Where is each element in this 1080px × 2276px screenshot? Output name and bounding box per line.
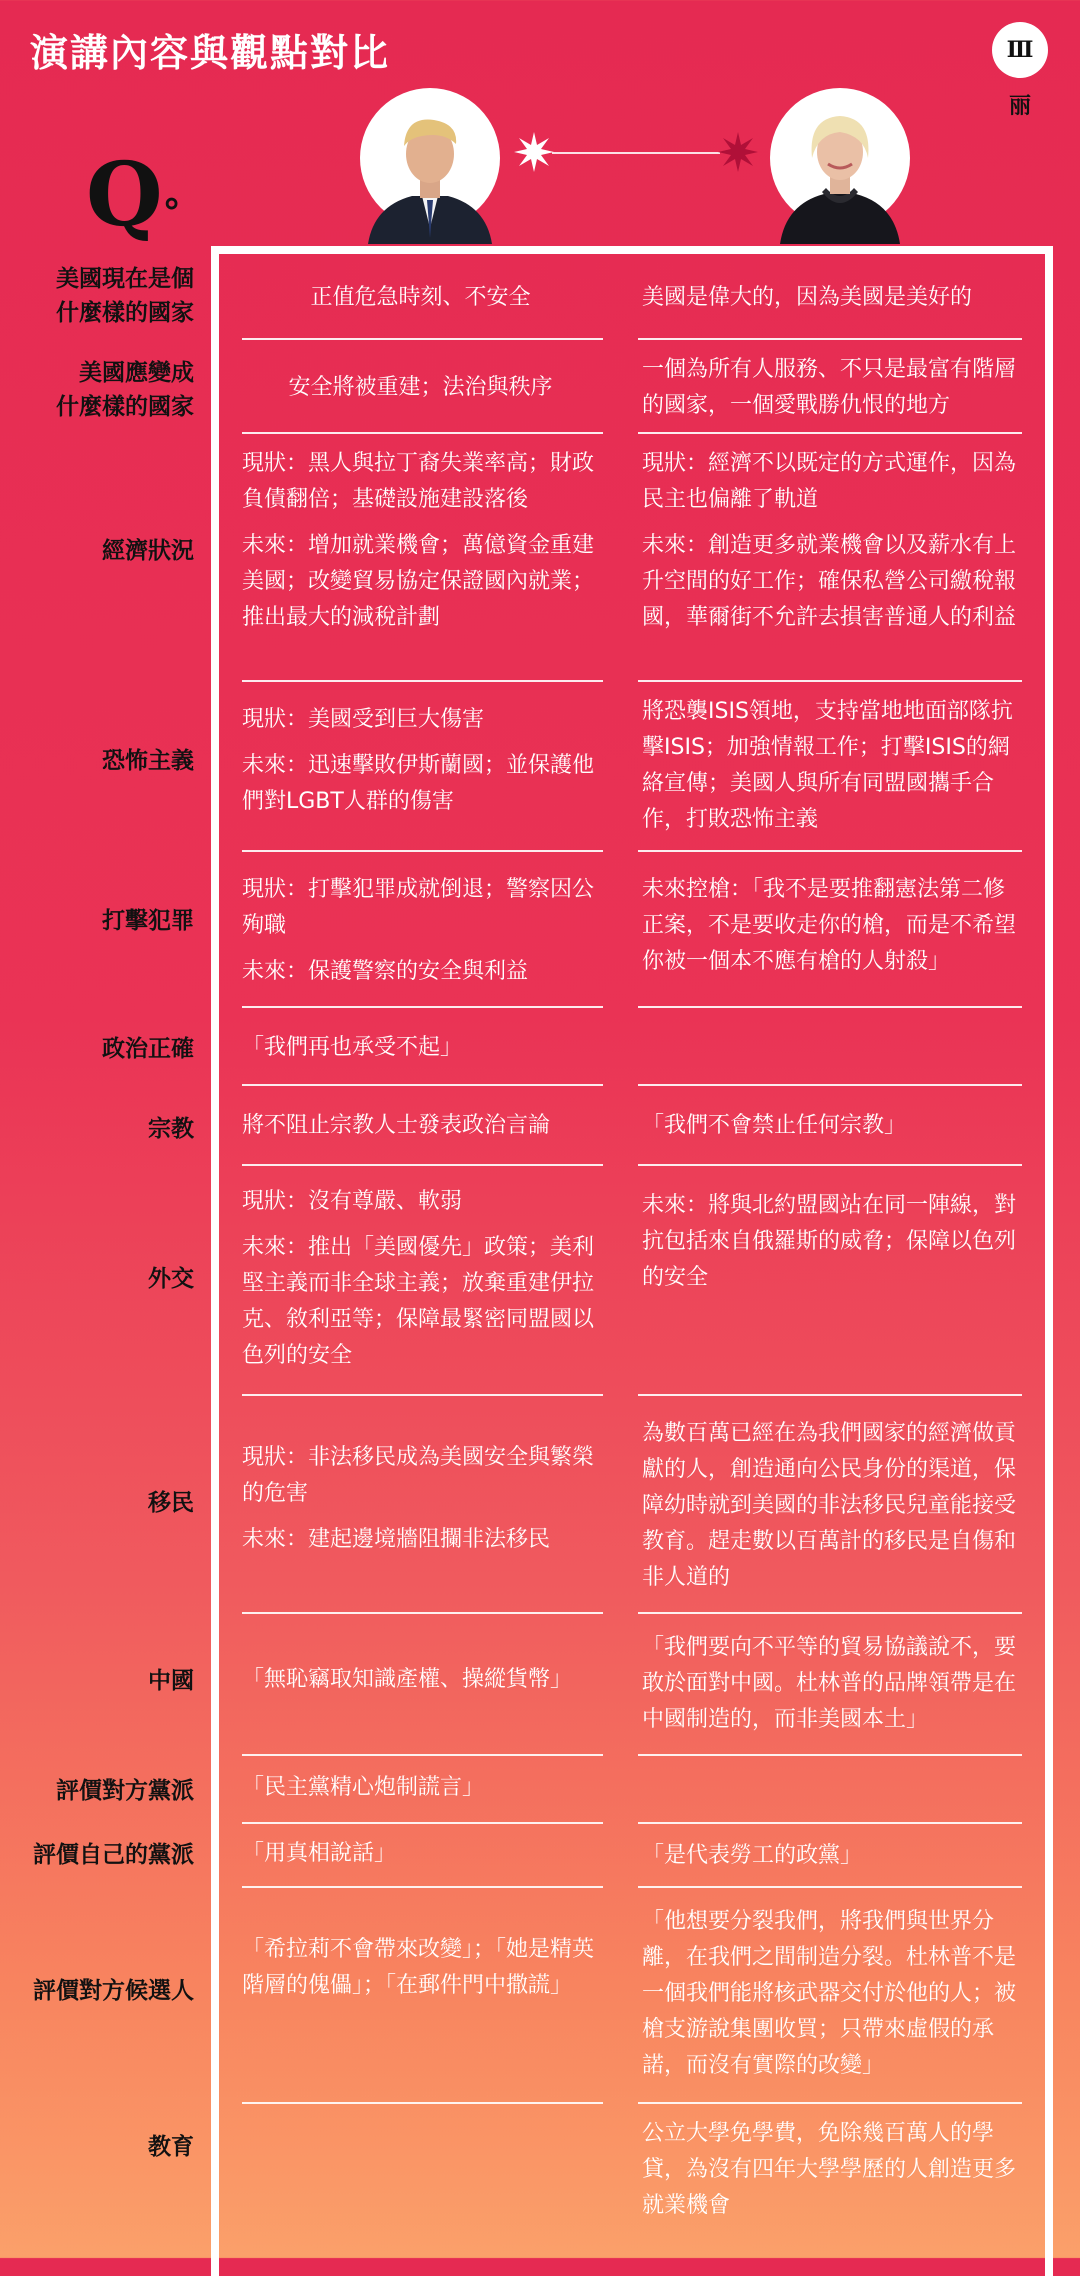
left-cell: 將不阻止宗教人士發表政治言論: [242, 1113, 551, 1138]
row-divider: [638, 338, 1022, 340]
left-cell: 「用真相說話」: [242, 1841, 397, 1866]
row-divider: [242, 850, 603, 852]
right-cell: 「是代表勞工的政黨」: [642, 1843, 863, 1868]
right-cell: 未來：將與北約盟國站在同一陣線，對抗包括來自俄羅斯的威脅；保障以色列的安全: [642, 1193, 1017, 1290]
left-cell: 「民主黨精心炮制謊言」: [242, 1775, 485, 1800]
row-label: 恐怖主義: [102, 748, 194, 774]
row-label: 評價對方候選人: [33, 1978, 194, 2004]
star-burst-icon: [514, 132, 554, 172]
left-cell: 「希拉莉不會帶來改變」；「她是精英階層的傀儡」；「在郵件門中撒謊」: [242, 1937, 595, 1998]
row-divider: [638, 1754, 1022, 1756]
right-cell: 「他想要分裂我們，將我們與世界分離，在我們之間制造分裂。杜林普不是一個我們能將核武器交付於他的人；被槍支游說集團收買；只帶來虛假的承諾，而沒有實際的改變」: [642, 1909, 1017, 2078]
row-divider: [242, 1754, 603, 1756]
left-cell: 現狀：美國受到巨大傷害 未來：迅速擊敗伊斯蘭國；並保護他們對LGBT人群的傷害: [242, 707, 595, 814]
left-cell: 安全將被重建；法治與秩序: [288, 375, 553, 400]
right-cell: 未來控槍：「我不是要推翻憲法第二修正案，不是要收走你的槍，而是不希望你被一個本不應有槍的人射殺」: [642, 877, 1017, 974]
row-label: 經濟狀況: [102, 538, 194, 564]
row-divider: [638, 850, 1022, 852]
row-divider: [638, 432, 1022, 434]
row-divider: [638, 1006, 1022, 1008]
row-label: 宗教: [148, 1116, 194, 1142]
row-label: 教育: [148, 2134, 194, 2160]
row-divider: [638, 1886, 1022, 1888]
row-divider: [242, 338, 603, 340]
connector-line: [552, 152, 720, 154]
question-mark-icon: Q°: [86, 142, 181, 246]
row-divider: [242, 1612, 603, 1614]
row-label: 中國: [148, 1668, 194, 1694]
row-divider: [638, 680, 1022, 682]
left-cell: 現狀：打擊犯罪成就倒退；警察因公殉職 未來：保護警察的安全與利益: [242, 877, 595, 984]
candidate-left-avatar: [360, 88, 500, 244]
right-cell: 公立大學免學費，免除幾百萬人的學貸，為沒有四年大學學歷的人創造更多就業機會: [642, 2121, 1017, 2218]
left-cell: 現狀：非法移民成為美國安全與繁榮的危害 未來：建起邊境牆阻攔非法移民: [242, 1445, 595, 1552]
row-divider: [638, 1084, 1022, 1086]
row-divider: [638, 1822, 1022, 1824]
row-divider: [242, 1394, 603, 1396]
row-label: 移民: [148, 1490, 194, 1516]
row-divider: [638, 1394, 1022, 1396]
right-cell: 「我們要向不平等的貿易協議說不，要敢於面對中國。杜林普的品牌領帶是在中國制造的，而非美國本土」: [642, 1635, 1017, 1732]
row-label: 評價對方黨派: [56, 1778, 194, 1804]
q-letter: Q: [86, 142, 163, 246]
row-divider: [638, 1164, 1022, 1166]
right-cell: 「我們不會禁止任何宗教」: [642, 1113, 907, 1138]
right-cell: 將恐襲ISIS領地，支持當地地面部隊抗擊ISIS；加強情報工作；打擊ISIS的網絡宣傳；美國人與所有同盟國攜手合作，打敗恐怖主義: [642, 699, 1013, 832]
right-cell: 一個為所有人服務、不只是最富有階層的國家，一個愛戰勝仇恨的地方: [642, 357, 1017, 418]
star-burst-icon: [718, 132, 758, 172]
row-divider: [242, 1822, 603, 1824]
left-cell: 現狀：黑人與拉丁裔失業率高；財政負債翻倍；基礎設施建設落後 未來：增加就業機會；萬億資金重建美國；改變貿易協定保證國內就業；推出最大的減稅計劃: [242, 451, 595, 630]
row-label: 美國應變成 什麼樣的國家: [56, 360, 194, 420]
row-divider: [242, 1084, 603, 1086]
publisher-logo: Ⅲ 丽: [992, 22, 1048, 78]
row-label: 打擊犯罪: [102, 908, 194, 934]
right-cell: 現狀：經濟不以既定的方式運作，因為民主也偏離了軌道 未來：創造更多就業機會以及薪水有上升空間的好工作；確保私營公司繳稅報國，華爾街不允許去損害普通人的利益: [642, 451, 1017, 630]
row-divider: [242, 680, 603, 682]
page-title: 演講內容與觀點對比: [30, 30, 391, 75]
row-divider: [242, 2102, 603, 2104]
row-label: 美國現在是個 什麼樣的國家: [56, 266, 194, 326]
left-cell: 「無恥竊取知識產權、操縱貨幣」: [242, 1667, 573, 1692]
row-divider: [638, 1612, 1022, 1614]
right-cell: 為數百萬已經在為我們國家的經濟做貢獻的人，創造通向公民身份的渠道，保障幼時就到美國的非法移民兒童能接受教育。趕走數以百萬計的移民是自傷和非人道的: [642, 1421, 1017, 1590]
row-divider: [242, 1886, 603, 1888]
left-cell: 正值危急時刻、不安全: [310, 285, 531, 310]
row-divider: [242, 1164, 603, 1166]
row-divider: [242, 1006, 603, 1008]
left-cell: 「我們再也承受不起」: [242, 1035, 463, 1060]
right-cell: 美國是偉大的，因為美國是美好的: [642, 285, 973, 310]
row-divider: [242, 432, 603, 434]
row-label: 外交: [148, 1266, 194, 1292]
row-label: 政治正確: [102, 1036, 194, 1062]
left-cell: 現狀：沒有尊嚴、軟弱 未來：推出「美國優先」政策；美利堅主義而非全球主義；放棄重建伊拉克、敘利亞等；保障最緊密同盟國以色列的安全: [242, 1189, 595, 1368]
row-label: 評價自己的黨派: [33, 1842, 194, 1868]
row-divider: [638, 2102, 1022, 2104]
candidate-right-avatar: [770, 88, 910, 244]
